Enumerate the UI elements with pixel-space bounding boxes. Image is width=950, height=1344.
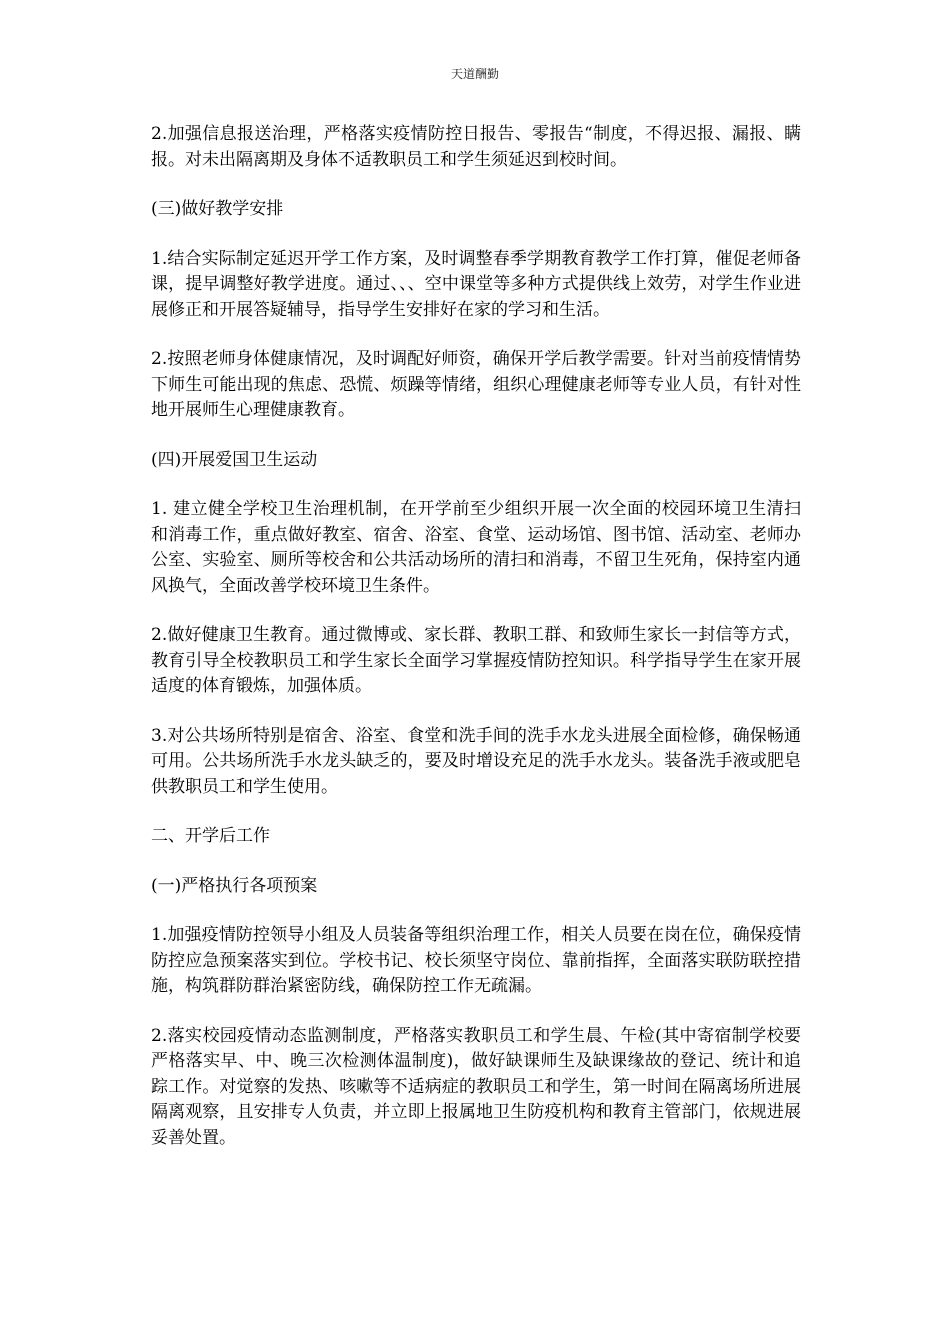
paragraph-delay-plan: 1.结合实际制定延迟开学工作方案，及时调整春季学期教育教学工作打算，催促老师备课，提早调整好教学进度。通过、、、空中课堂等多种方式提供线上效劳，对学生作业进展修正和开展答疑辅导，指导学生安排好在家的学习和生活。 — [151, 248, 801, 320]
paragraph-monitoring: 2.落实校园疫情动态监测制度，严格落实教职员工和学生晨、午检(其中寄宿制学校要严格落实早、中、晚三次检测体温制度)，做好缺课师生及缺课缘故的登记、统计和追踪工作。对觉察的发热、咳嗽等不适病症的教职员工和学生，第一时间在隔离场所进展隔离观察，且安排专人负责，并立即上报属地卫生防疫机构和教育主管部门，依规进展妥善处置。 — [151, 1025, 801, 1148]
section-heading-teaching: (三)做好教学安排 — [151, 199, 284, 219]
section-heading-plans: (一)严格执行各项预案 — [151, 875, 318, 896]
paragraph-info-reporting: 2.加强信息报送治理，严格落实疫情防控日报告、零报告“制度，不得迟报、漏报、瞒报。对未出隔离期及身体不适教职员工和学生须延迟到校时间。 — [151, 124, 801, 170]
section-heading-after-opening: 二、开学后工作 — [151, 826, 270, 846]
document-body — [151, 122, 801, 1175]
paragraph-faucet-repair: 3.对公共场所特别是宿舍、浴室、食堂和洗手间的洗手水龙头进展全面检修，确保畅通可用。公共场所洗手水龙头缺乏的，要及时增设充足的洗手水龙头。装备洗手液或肥皂供教职员工和学生使用。 — [151, 725, 801, 797]
paragraph-teacher-health: 2.按照老师身体健康情况，及时调配好师资，确保开学后教学需要。针对当前疫情情势下师生可能出现的焦虑、恐慌、烦躁等情绪，组织心理健康老师等专业人员，有针对性地开展师生心理健康教育。 — [151, 349, 801, 420]
paragraph-hygiene-mechanism: 1. 建立健全学校卫生治理机制，在开学前至少组织开展一次全面的校园环境卫生清扫和消毒工作，重点做好教室、宿舍、浴室、食堂、运动场馆、图书馆、活动室、老师办公室、实验室、厕所等校舍和公共活动场所的清扫和消毒，不留卫生死角，保持室内通风换气，全面改善学校环境卫生条件。 — [151, 499, 801, 596]
section-heading-hygiene: (四)开展爱国卫生运动 — [151, 449, 318, 470]
paragraph-health-education: 2.做好健康卫生教育。通过微博或、家长群、教职工群、和致师生家长一封信等方式，教育引导全校教职员工和学生家长全面学习掌握疫情防控知识。科学指导学生在家开展适度的体育锻炼，加强体质。 — [151, 625, 801, 696]
paragraph-leadership: 1.加强疫情防控领导小组及人员装备等组织治理工作，相关人员要在岗在位，确保疫情防控应急预案落实到位。学校书记、校长须坚守岗位、靠前指挥，全面落实联防联控措施，构筑群防群治紧密防线，确保防控工作无疏漏。 — [151, 925, 801, 996]
page-header: 天道酬勤 — [450, 67, 499, 81]
